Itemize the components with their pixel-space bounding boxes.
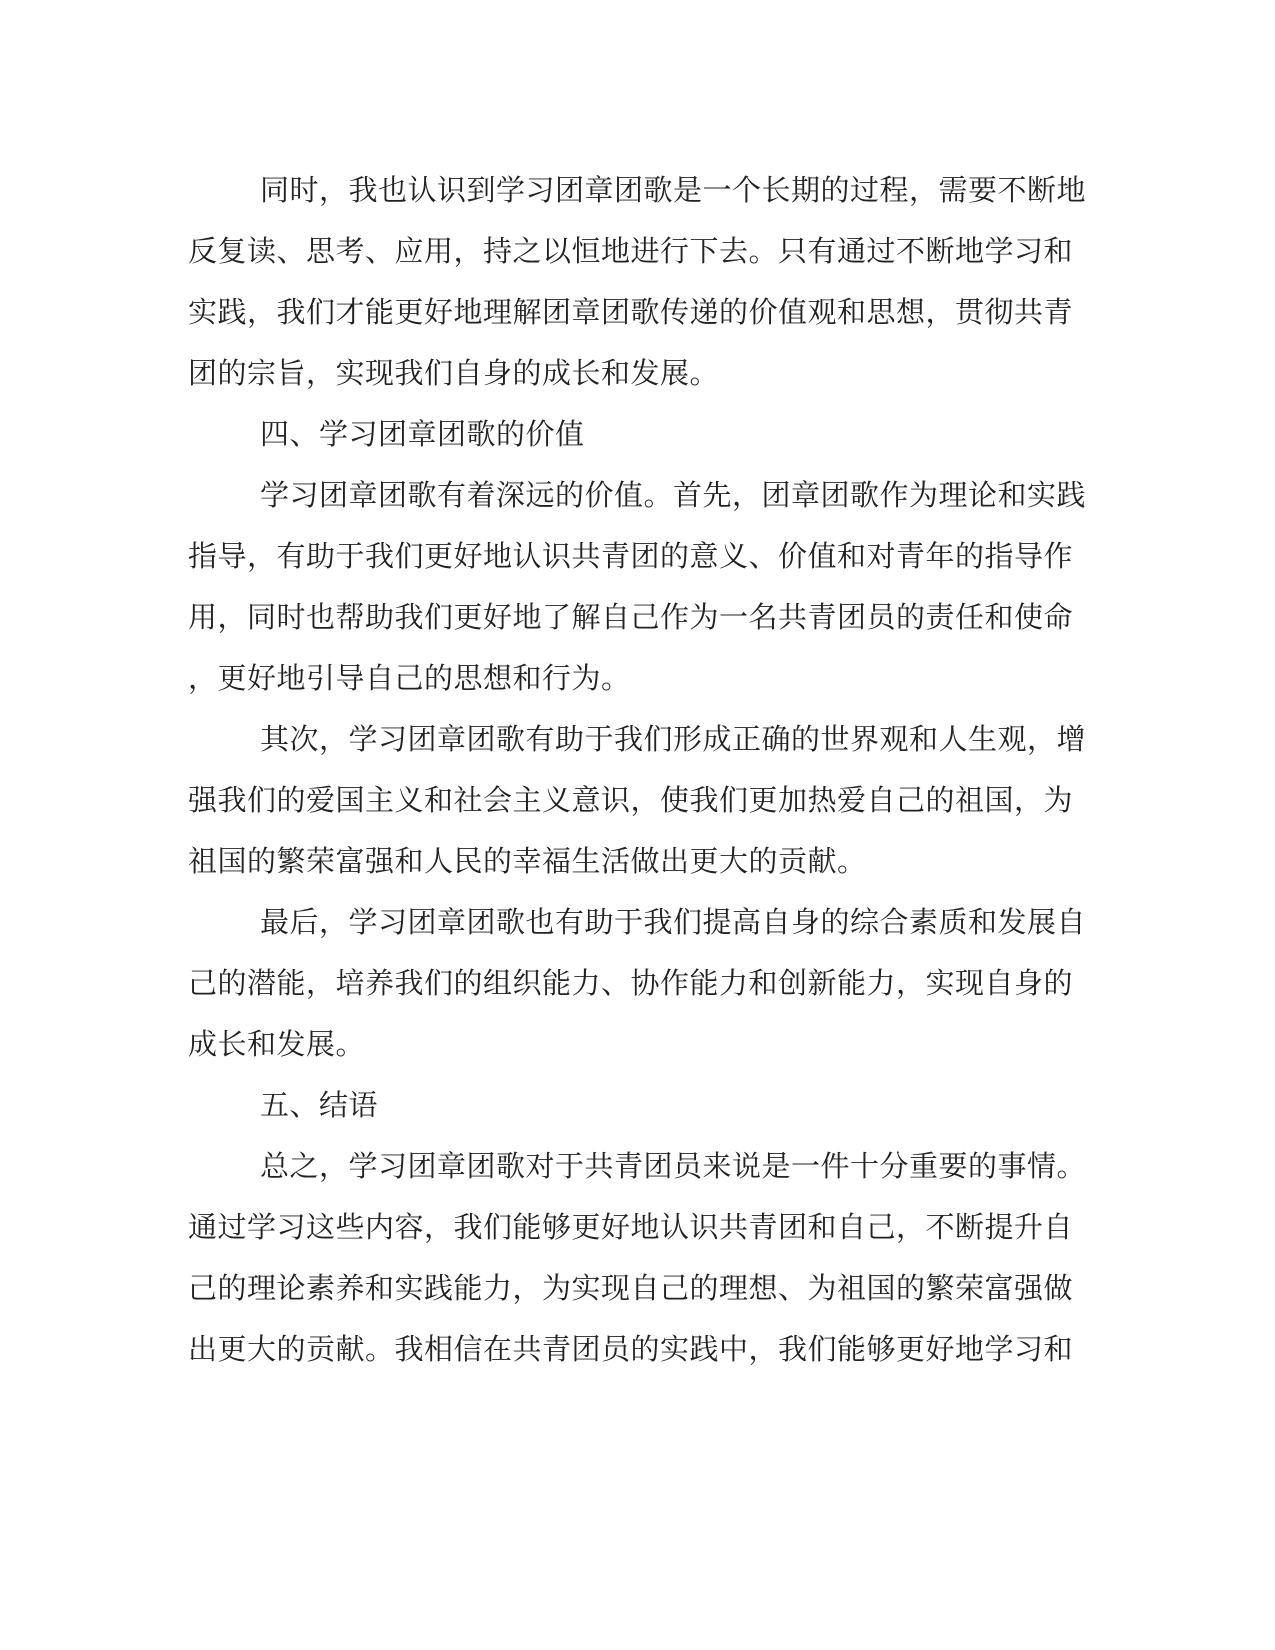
paragraph-finally bbox=[188, 892, 1087, 1075]
text-line: 强我们的爱国主义和社会主义意识，使我们更加热爱自己的祖国，为 bbox=[188, 783, 1074, 817]
text-line: 出更大的贡献。我相信在共青团员的实践中，我们能够更好地学习和 bbox=[188, 1332, 1074, 1366]
section-heading-value bbox=[188, 404, 1070, 465]
text-line: 指导，有助于我们更好地认识共青团的意义、价值和对青年的指导作 bbox=[188, 539, 1074, 573]
paragraph-conclusion bbox=[188, 1136, 1087, 1380]
text-line: 学习团章团歌有着深远的价值。首先，团章团歌作为理论和实践 bbox=[260, 478, 1087, 512]
text-line: 反复读、思考、应用，持之以恒地进行下去。只有通过不断地学习和 bbox=[188, 234, 1074, 268]
text-line: 用，同时也帮助我们更好地了解自己作为一名共青团员的责任和使命 bbox=[188, 600, 1074, 634]
text-line: 己的潜能，培养我们的组织能力、协作能力和创新能力，实现自身的 bbox=[188, 966, 1074, 1000]
text-line: 通过学习这些内容，我们能够更好地认识共青团和自己，不断提升自 bbox=[188, 1210, 1074, 1244]
paragraph-continuation bbox=[188, 160, 1087, 404]
text-line: ，更好地引导自己的思想和行为。 bbox=[188, 661, 631, 695]
text-line: 成长和发展。 bbox=[188, 1027, 366, 1061]
heading-line: 四、学习团章团歌的价值 bbox=[260, 417, 585, 451]
text-line: 祖国的繁荣富强和人民的幸福生活做出更大的贡献。 bbox=[188, 844, 867, 878]
text-line: 实践，我们才能更好地理解团章团歌传递的价值观和思想，贯彻共青 bbox=[188, 295, 1074, 329]
document-body bbox=[188, 160, 1087, 1380]
text-line: 其次，学习团章团歌有助于我们形成正确的世界观和人生观，增 bbox=[260, 722, 1087, 756]
text-line: 己的理论素养和实践能力，为实现自己的理想、为祖国的繁荣富强做 bbox=[188, 1271, 1074, 1305]
paragraph-secondly bbox=[188, 709, 1087, 892]
text-line: 团的宗旨，实现我们自身的成长和发展。 bbox=[188, 356, 720, 390]
section-heading-conclusion bbox=[188, 1075, 1070, 1136]
text-line: 同时，我也认识到学习团章团歌是一个长期的过程，需要不断地 bbox=[260, 173, 1087, 207]
text-line: 总之，学习团章团歌对于共青团员来说是一件十分重要的事情。 bbox=[260, 1149, 1087, 1183]
heading-line: 五、结语 bbox=[260, 1088, 379, 1122]
text-line: 最后，学习团章团歌也有助于我们提高自身的综合素质和发展自 bbox=[260, 905, 1087, 939]
paragraph-value-intro bbox=[188, 465, 1087, 709]
